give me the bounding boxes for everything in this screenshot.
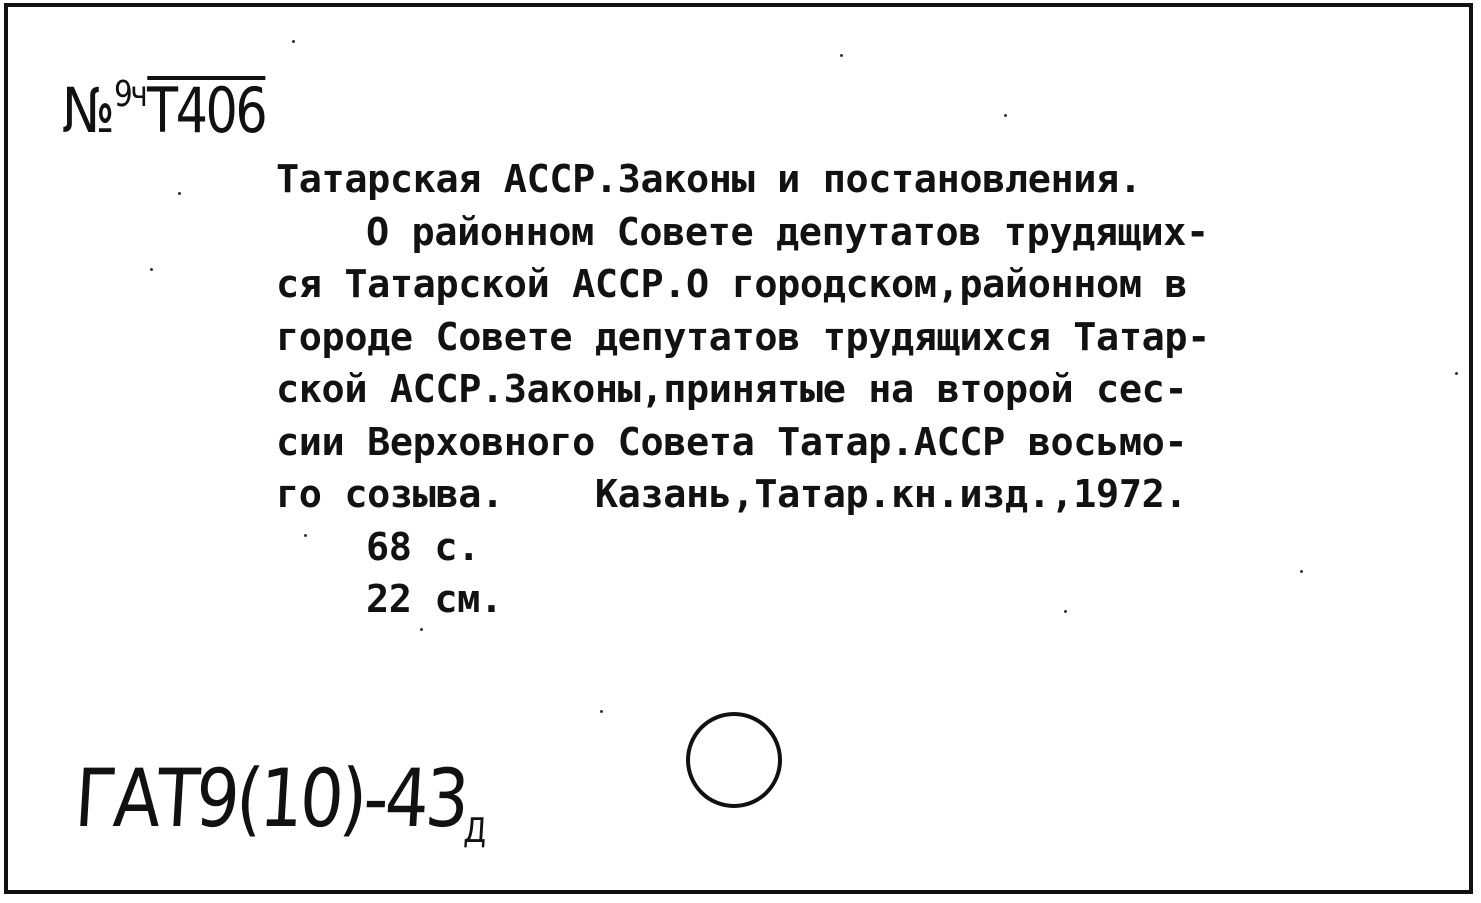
call-number-main: ГАТ9(10)-43 (72, 752, 469, 845)
number-main: Т406 (147, 74, 266, 147)
speck (1064, 610, 1067, 613)
handwritten-card-number (62, 74, 265, 147)
speck (1455, 372, 1458, 375)
entry-line: городе Совете депутатов трудящихся Татар- (276, 314, 1210, 360)
speck (178, 192, 181, 195)
speck (420, 628, 423, 631)
speck (840, 54, 843, 57)
entry-line: ся Татарской АССР.О городском,районном в (276, 262, 1188, 307)
entry-line: ской АССР.Законы,принятые на второй сес- (276, 367, 1188, 412)
call-number-suffix: Д (462, 811, 485, 851)
handwritten-call-number (72, 752, 488, 851)
entry-line-size: 22 см. (366, 577, 503, 622)
number-prefix: № (62, 74, 113, 147)
speck (1004, 114, 1007, 117)
bibliographic-entry (276, 154, 1456, 627)
punch-hole-circle (686, 712, 782, 808)
number-superscript: 9ч (114, 74, 146, 115)
speck (150, 268, 153, 271)
speck (304, 534, 307, 537)
speck (600, 710, 603, 713)
speck (1300, 570, 1303, 573)
speck (292, 40, 295, 43)
entry-line: сии Верховного Совета Татар.АССР восьмо- (276, 419, 1188, 465)
entry-line-title: О районном Совете депутатов трудящих- (366, 209, 1209, 255)
entry-line-heading: Татарская АССР.Законы и постановления. (276, 157, 1142, 202)
entry-line-pages: 68 с. (366, 524, 480, 570)
entry-line-imprint: го созыва. Казань,Татар.кн.изд.,1972. (276, 472, 1188, 517)
